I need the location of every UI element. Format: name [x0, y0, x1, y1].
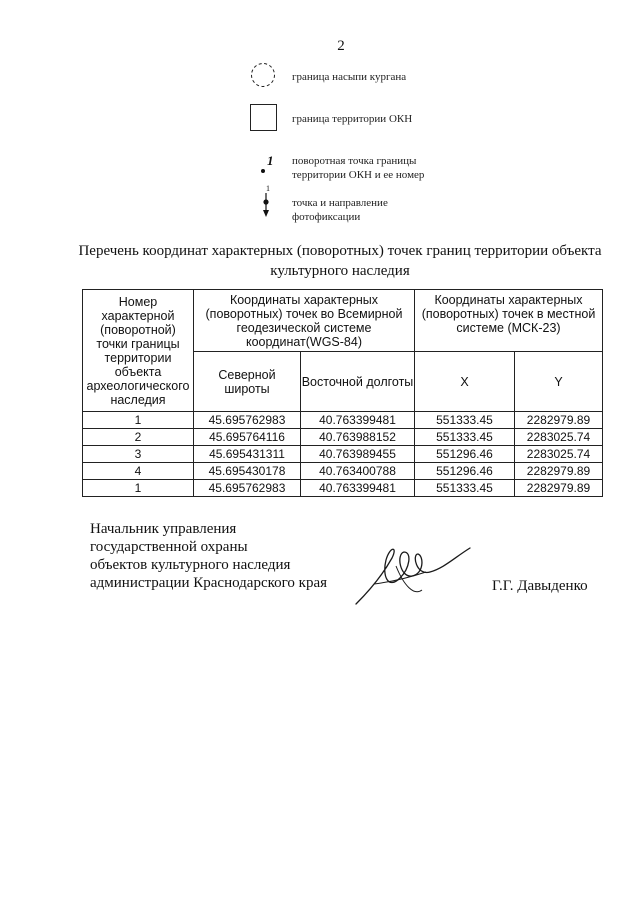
- coordinates-table: [82, 289, 603, 497]
- legend-label-photo-point: точка и направление фотофиксации: [292, 197, 388, 223]
- cell-point-number: 1: [83, 480, 194, 497]
- cell-longitude: 40.763399481: [301, 412, 415, 429]
- table-row: [83, 446, 603, 463]
- header-north-latitude: Северной широты: [194, 352, 301, 412]
- table-row: [83, 429, 603, 446]
- cell-longitude: 40.763988152: [301, 429, 415, 446]
- header-wgs84-group: Координаты характерных (поворотных) точек во Всемирной геодезической системе координат(WGS-84): [194, 290, 415, 352]
- dashed-circle-icon: [250, 62, 276, 88]
- table-row: [83, 463, 603, 480]
- cell-latitude: 45.695431311: [194, 446, 301, 463]
- header-y: Y: [515, 352, 603, 412]
- cell-y: 2282979.89: [515, 463, 603, 480]
- legend-label-territory: граница территории ОКН: [292, 113, 413, 125]
- handwritten-signature: [352, 538, 472, 608]
- cell-x: 551333.45: [415, 429, 515, 446]
- cell-y: 2282979.89: [515, 412, 603, 429]
- cell-y: 2283025.74: [515, 446, 603, 463]
- cell-point-number: 3: [83, 446, 194, 463]
- cell-longitude: 40.763989455: [301, 446, 415, 463]
- header-x: X: [415, 352, 515, 412]
- cell-latitude: 45.695430178: [194, 463, 301, 480]
- cell-point-number: 1: [83, 412, 194, 429]
- header-point-number: Номер характерной (поворотной) точки границы территории объекта археологического наследия: [83, 290, 194, 412]
- cell-longitude: 40.763399481: [301, 480, 415, 497]
- table-row: [83, 480, 603, 497]
- cell-latitude: 45.695762983: [194, 480, 301, 497]
- cell-latitude: 45.695762983: [194, 412, 301, 429]
- photo-point-number: 1: [266, 184, 270, 193]
- signatory-title-line: администрации Краснодарского края: [90, 575, 328, 591]
- square-icon: [250, 104, 277, 131]
- photo-direction-icon: [258, 184, 274, 220]
- table-row: [83, 412, 603, 429]
- page-number: 2: [337, 38, 345, 54]
- cell-x: 551333.45: [415, 412, 515, 429]
- signatory-title-line: Начальник управления: [90, 521, 237, 537]
- signatory-title-line: государственной охраны: [90, 539, 248, 555]
- legend-label-turning-point: поворотная точка границы территории ОКН и ее номер: [292, 155, 425, 181]
- cell-longitude: 40.763400788: [301, 463, 415, 480]
- turning-point-number: 1: [267, 153, 274, 168]
- header-msk23-group: Координаты характерных (поворотных) точек в местной системе (МСК-23): [415, 290, 603, 352]
- cell-point-number: 2: [83, 429, 194, 446]
- cell-latitude: 45.695764116: [194, 429, 301, 446]
- cell-x: 551296.46: [415, 446, 515, 463]
- cell-point-number: 4: [83, 463, 194, 480]
- legend-label-mound: граница насыпи кургана: [292, 71, 407, 83]
- cell-y: 2282979.89: [515, 480, 603, 497]
- cell-y: 2283025.74: [515, 429, 603, 446]
- signatory-name: Г.Г. Давыденко: [492, 578, 588, 594]
- cell-x: 551333.45: [415, 480, 515, 497]
- table-title: Перечень координат характерных (поворотных) точек границ территории объекта культурного наследия: [78, 243, 602, 279]
- turning-point-icon: [258, 152, 280, 178]
- signatory-title: [90, 520, 350, 592]
- cell-x: 551296.46: [415, 463, 515, 480]
- signatory-title-line: объектов культурного наследия: [90, 557, 291, 573]
- header-east-longitude: Восточной долготы: [301, 352, 415, 412]
